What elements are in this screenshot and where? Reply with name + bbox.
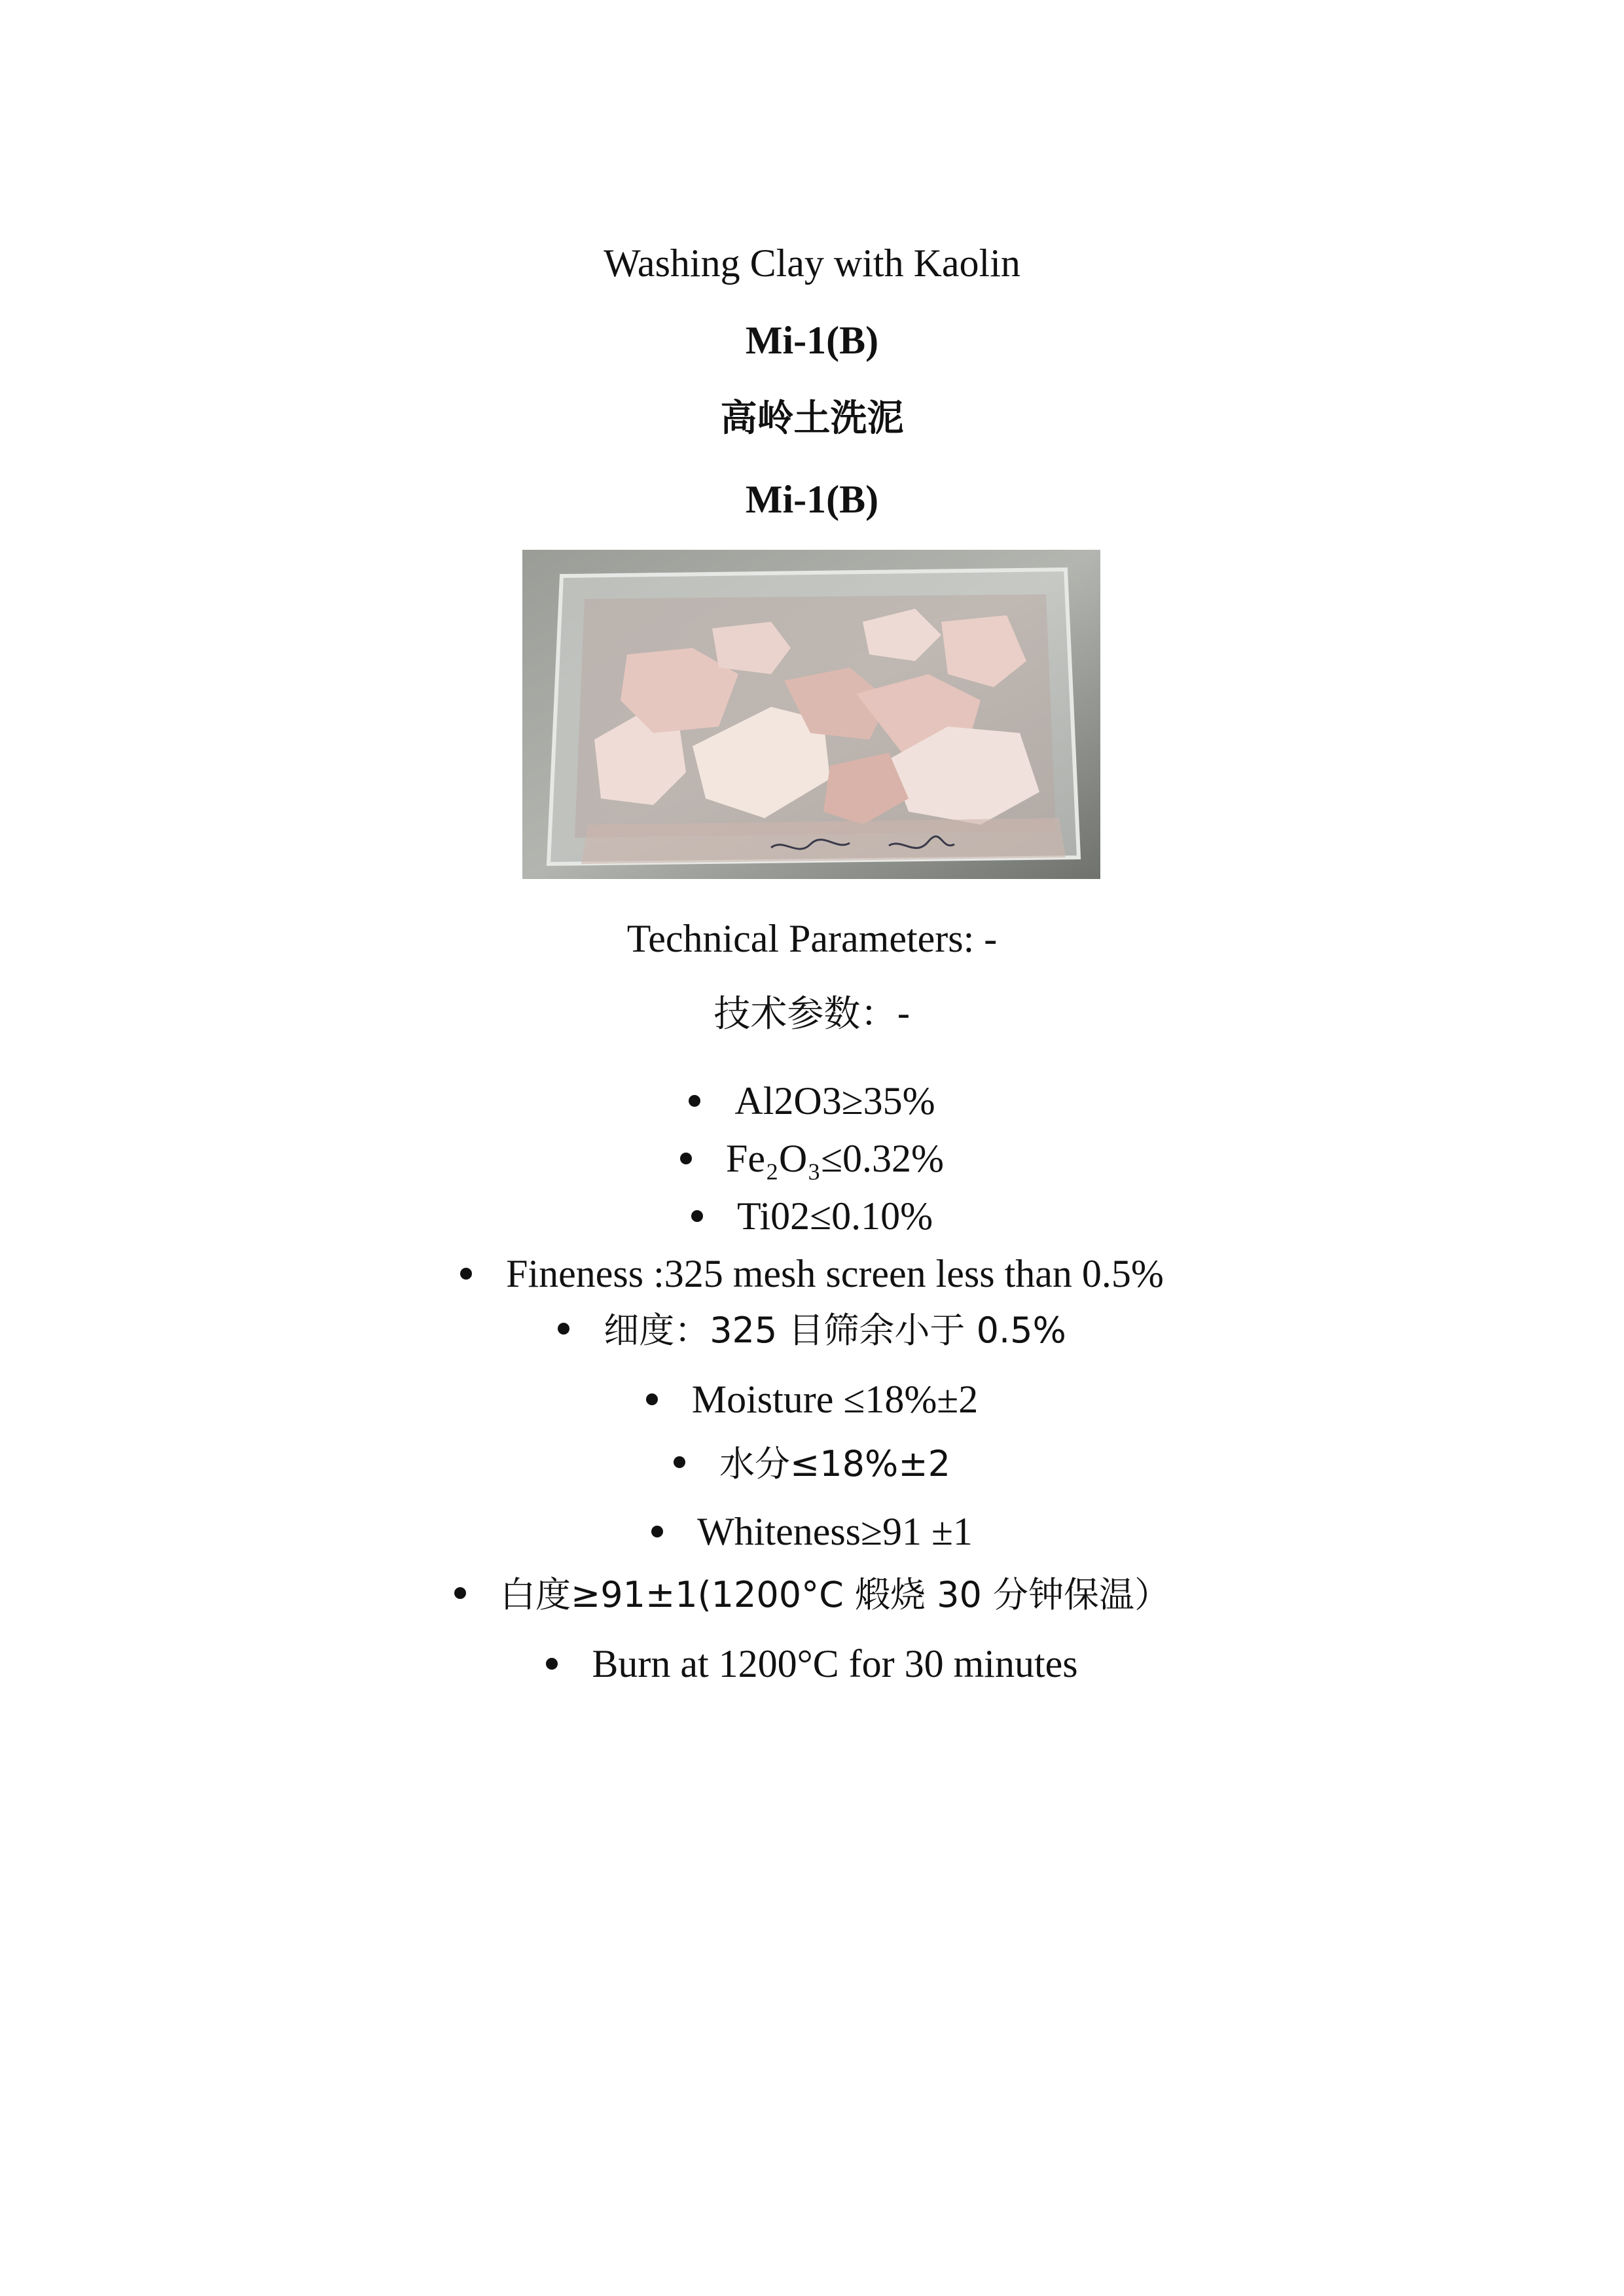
model-code-repeat: Mi-1(B) (745, 478, 879, 521)
param-text: 水分≤18%±2 (719, 1443, 950, 1484)
kaolin-clay-photo (522, 550, 1100, 879)
param-text: Ti02≤0.10% (736, 1194, 933, 1238)
tech-params-heading-cn: 技术参数：- (713, 993, 911, 1035)
param-text: 白度≥91±1(1200°C 煅烧 30 分钟保温） (500, 1574, 1170, 1615)
param-text: Whiteness≥91 ±1 (697, 1510, 973, 1553)
param-item (0, 1443, 1624, 1484)
bullet-icon (680, 1153, 692, 1164)
model-code: Mi-1(B) (745, 319, 879, 362)
param-text: 细度：325 目筛余小于 0.5% (604, 1310, 1066, 1351)
bullet-icon (460, 1268, 472, 1280)
param-item (0, 1310, 1624, 1351)
param-text: Burn at 1200°C for 30 minutes (592, 1642, 1078, 1685)
bullet-icon (546, 1658, 558, 1670)
param-item (0, 1380, 1624, 1419)
param-item (0, 1254, 1624, 1293)
param-item (0, 1644, 1624, 1683)
param-text: Fe₂O₃≤0.32% (725, 1137, 945, 1180)
bullet-icon (454, 1587, 466, 1599)
param-item (0, 1081, 1624, 1121)
product-photo (522, 550, 1100, 879)
bullet-icon (674, 1456, 685, 1468)
param-text: Al2O3≥35% (734, 1079, 935, 1122)
title-chinese: 高岭土洗泥 (720, 397, 904, 440)
bullet-icon (646, 1393, 658, 1405)
param-item (0, 1574, 1624, 1615)
bullet-icon (691, 1210, 703, 1222)
param-item (0, 1139, 1624, 1178)
bullet-icon (689, 1095, 700, 1107)
param-item (0, 1512, 1624, 1551)
bullet-icon (558, 1323, 569, 1335)
param-item (0, 1196, 1624, 1236)
param-text: Fineness :325 mesh screen less than 0.5% (506, 1252, 1164, 1295)
tech-params-heading-en: Technical Parameters: - (626, 917, 998, 960)
param-text: Moisture ≤18%±2 (691, 1378, 979, 1421)
bullet-icon (651, 1526, 663, 1537)
title-english: Washing Clay with Kaolin (604, 242, 1020, 285)
